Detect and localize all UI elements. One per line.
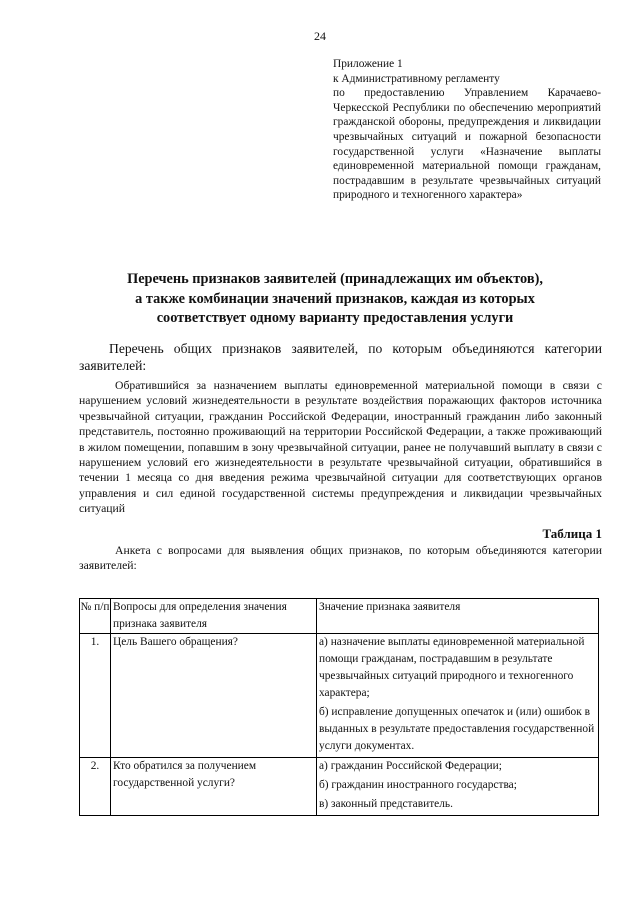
header-num: № п/п (80, 599, 111, 634)
table-header-row (80, 599, 599, 634)
row-question: Кто обратился за получением государственной услуги? (111, 758, 317, 816)
row-question: Цель Вашего обращения? (111, 634, 317, 758)
answer-item: а) гражданин Российской Федерации; (319, 760, 502, 772)
questionnaire-table (79, 598, 599, 816)
appendix-line-2: к Административному регламенту (333, 72, 500, 85)
answer-item: а) назначение выплаты единовременной материальной помощи гражданам, пострадавшим в результате чрезвычайных ситуаций природного и техногенного характера; (319, 636, 585, 699)
appendix-line-1: Приложение 1 (333, 58, 403, 70)
answer-item: б) исправление допущенных опечаток и (или) ошибок в выданных в результате предоставления государственной услуги документах. (319, 706, 595, 752)
table-row (80, 758, 599, 816)
row-answers (317, 634, 599, 758)
document-title (100, 270, 570, 329)
appendix-text: по предоставлению Управлением Карачаево-Черкесской Республики по обеспечению мероприятий гражданской обороны, предупреждения и ликвидации чрезвычайных ситуаций и пожарной безопасности государственной услуги «Назначение выплаты единовременной материальной помощи гражданам, пострадавшим в результате чрезвычайных ситуаций природного и техногенного характера» (333, 87, 601, 202)
title-line-3: соответствует одному варианту предоставления услуги (156, 310, 514, 326)
answer-item: в) законный представитель. (319, 798, 453, 810)
page-number: 24 (314, 29, 326, 43)
questionnaire-intro: Анкета с вопросами для выявления общих признаков, по которым объединяются категории заявителей: (79, 544, 602, 573)
table-row (80, 634, 599, 758)
intro-heading: Перечень общих признаков заявителей, по которым объединяются категории заявителей: (79, 341, 602, 373)
table-label: Таблица 1 (542, 526, 602, 541)
row-answers (317, 758, 599, 816)
row-num: 1. (80, 634, 111, 758)
title-line-2: а также комбинации значений признаков, каждая из которых (135, 290, 535, 307)
title-line-1: Перечень признаков заявителей (принадлежащих им объектов), (127, 271, 543, 287)
appendix-note (333, 57, 601, 203)
answer-item: б) гражданин иностранного государства; (319, 779, 517, 791)
intro-paragraph: Обратившийся за назначением выплаты единовременной материальной помощи в связи с нарушением условий жизнедеятельности в результате воздействия поражающих факторов источника чрезвычайной ситуации, гражданин Российской Федерации, иностранный гражданин либо законный представитель, постоянно проживающий на территории Российской Федерации, а также проживающий в жилом помещении, попавшим в зону чрезвычайной ситуации, ранее не получавший выплату в связи с нарушением условий его жизнедеятельности в результате чрезвычайной ситуации, обратившийся в течении 1 месяца со дня введения режима чрезвычайной ситуации для соответствующих органов управления и сил единой государственной системы предупреждения и ликвидации чрезвычайных ситуаций (79, 379, 602, 516)
row-num: 2. (80, 758, 111, 816)
header-question: Вопросы для определения значения признака заявителя (111, 599, 317, 634)
header-value: Значение признака заявителя (317, 599, 599, 634)
